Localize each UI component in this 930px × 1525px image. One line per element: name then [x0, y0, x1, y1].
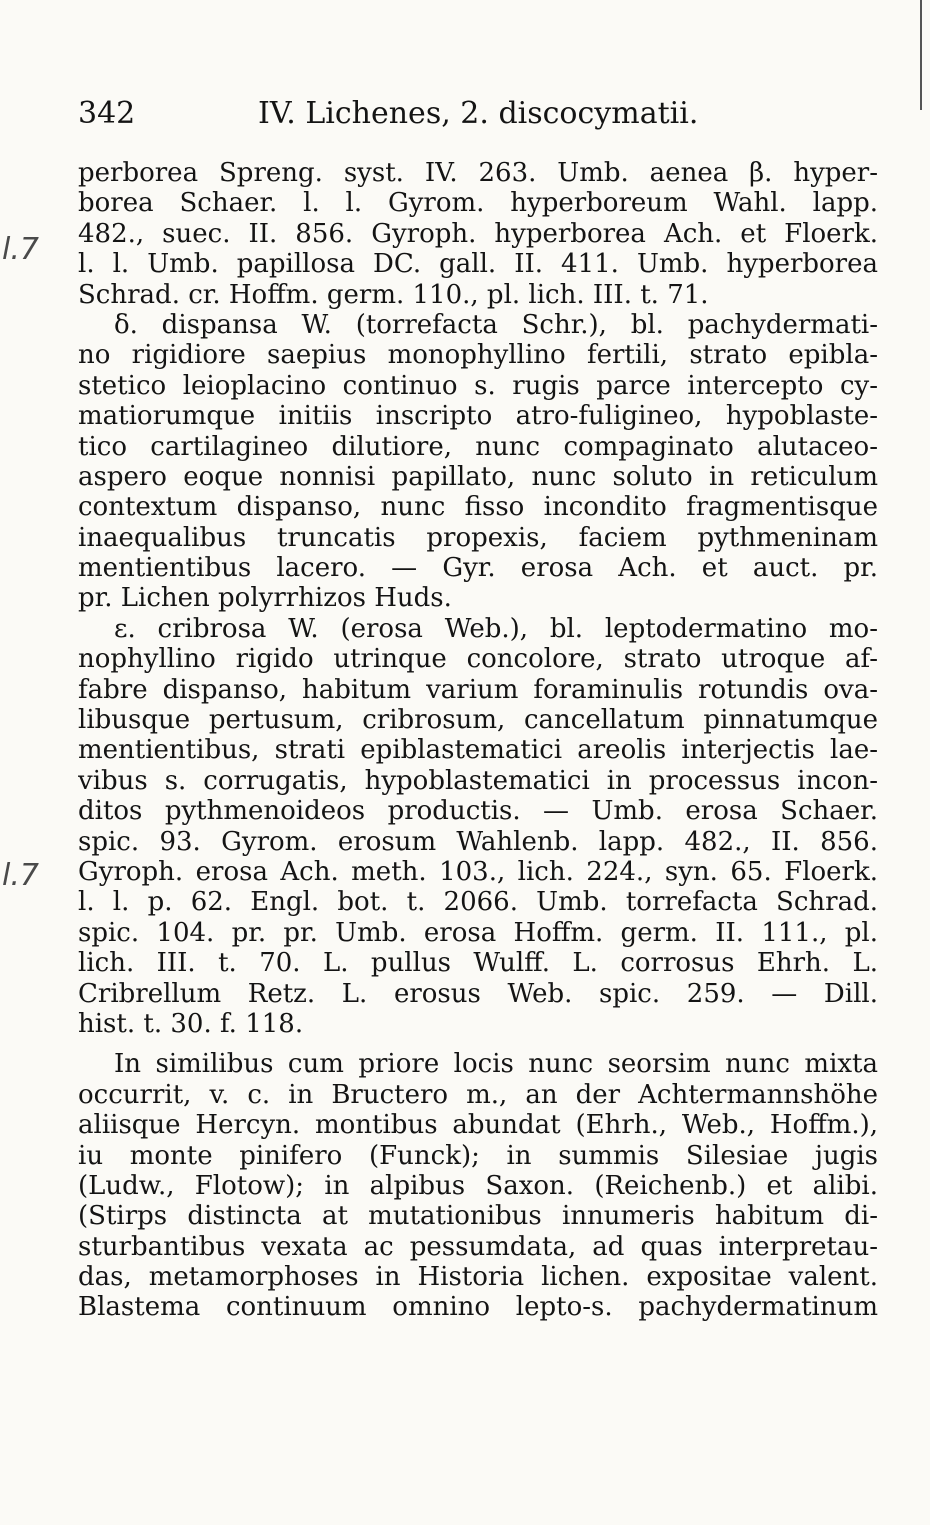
- text-line: perborea Spreng. syst. IV. 263. Umb. aenea β. hyper-: [78, 158, 878, 188]
- margin-note: l.7: [2, 858, 39, 893]
- text-line: aliisque Hercyn. montibus abundat (Ehrh., Web., Hoffm.),: [78, 1110, 878, 1141]
- text-line: l. l. p. 62. Engl. bot. t. 2066. Umb. torrefacta Schrad.: [78, 887, 878, 918]
- text-line: inaequalibus truncatis propexis, faciem pythmeninam: [78, 522, 878, 553]
- text-line: (Stirps distincta at mutationibus innumeris habitum di-: [78, 1201, 878, 1232]
- text-line: tico cartilagineo dilutiore, nunc compaginato alutaceo-: [78, 431, 878, 462]
- body-text: [78, 158, 878, 1323]
- text-line: Gyroph. erosa Ach. meth. 103., lich. 224., syn. 65. Floerk.: [78, 856, 878, 887]
- text-line: spic. 104. pr. pr. Umb. erosa Hoffm. germ. II. 111., pl.: [78, 917, 878, 948]
- text-line: das, metamorphoses in Historia lichen. expositae valent.: [78, 1262, 878, 1293]
- text-line: nophyllino rigido utrinque concolore, strato utroque af-: [78, 644, 878, 675]
- page-edge-mark: [920, 0, 922, 110]
- text-line: pr. Lichen polyrrhizos Huds.: [78, 583, 452, 614]
- text-line: Schrad. cr. Hoffm. germ. 110., pl. lich. III. t. 71.: [78, 279, 709, 310]
- text-line: sturbantibus vexata ac pessumdata, ad quas interpretau-: [78, 1231, 878, 1262]
- text-line: ε. cribrosa W. (erosa Web.), bl. leptodermatino mo-: [114, 613, 878, 644]
- page-number: 342: [78, 96, 136, 131]
- text-line: vibus s. corrugatis, hypoblastematici in processus incon-: [78, 765, 878, 796]
- text-line: In similibus cum priore locis nunc seorsim nunc mixta: [114, 1049, 878, 1080]
- text-line: aspero eoque nonnisi papillato, nunc soluto in reticulum: [78, 461, 878, 492]
- text-line: occurrit, v. c. in Bructero m., an der Achtermannshöhe: [78, 1079, 878, 1110]
- text-line: borea Schaer. l. l. Gyrom. hyperboreum Wahl. lapp.: [78, 188, 878, 219]
- text-line: no rigidiore saepius monophyllino fertili, strato epibla-: [78, 340, 878, 371]
- text-line: hist. t. 30. f. 118.: [78, 1008, 304, 1039]
- text-line: δ. dispansa W. (torrefacta Schr.), bl. pachydermati-: [114, 309, 878, 340]
- running-head: IV. Lichenes, 2. discocymatii.: [258, 96, 699, 131]
- text-line: spic. 93. Gyrom. erosum Wahlenb. lapp. 482., II. 856.: [78, 826, 878, 857]
- text-line: 482., suec. II. 856. Gyroph. hyperborea Ach. et Floerk.: [78, 218, 878, 249]
- text-line: Blastema continuum omnino lepto-s. pachydermatinum: [78, 1292, 878, 1323]
- text-line: matiorumque initiis inscripto atro-fuligineo, hypoblaste-: [78, 401, 878, 432]
- text-line: l. l. Umb. papillosa DC. gall. II. 411. Umb. hyperborea: [78, 249, 878, 280]
- text-line: contextum dispanso, nunc fisso incondito fragmentisque: [78, 492, 878, 523]
- text-line: ditos pythmenoideos productis. — Umb. erosa Schaer.: [78, 796, 878, 827]
- text-line: (Ludw., Flotow); in alpibus Saxon. (Reichenb.) et alibi.: [78, 1170, 878, 1201]
- margin-note: l.7: [2, 232, 39, 267]
- text-line: mentientibus lacero. — Gyr. erosa Ach. et auct. pr.: [78, 553, 878, 584]
- text-line: stetico leioplacino continuo s. rugis parce intercepto cy-: [78, 370, 878, 401]
- text-line: mentientibus, strati epiblastematici areolis interjectis lae-: [78, 735, 878, 766]
- paragraph-gap: [78, 1039, 878, 1049]
- text-line: iu monte pinifero (Funck); in summis Silesiae jugis: [78, 1140, 878, 1171]
- page-header: [78, 92, 878, 136]
- text-line: libusque pertusum, cribrosum, cancellatum pinnatumque: [78, 705, 878, 736]
- text-line: lich. III. t. 70. L. pullus Wulff. L. corrosus Ehrh. L.: [78, 948, 878, 979]
- text-line: Cribrellum Retz. L. erosus Web. spic. 259. — Dill.: [78, 978, 878, 1009]
- text-line: fabre dispanso, habitum varium foraminulis rotundis ova-: [78, 674, 878, 705]
